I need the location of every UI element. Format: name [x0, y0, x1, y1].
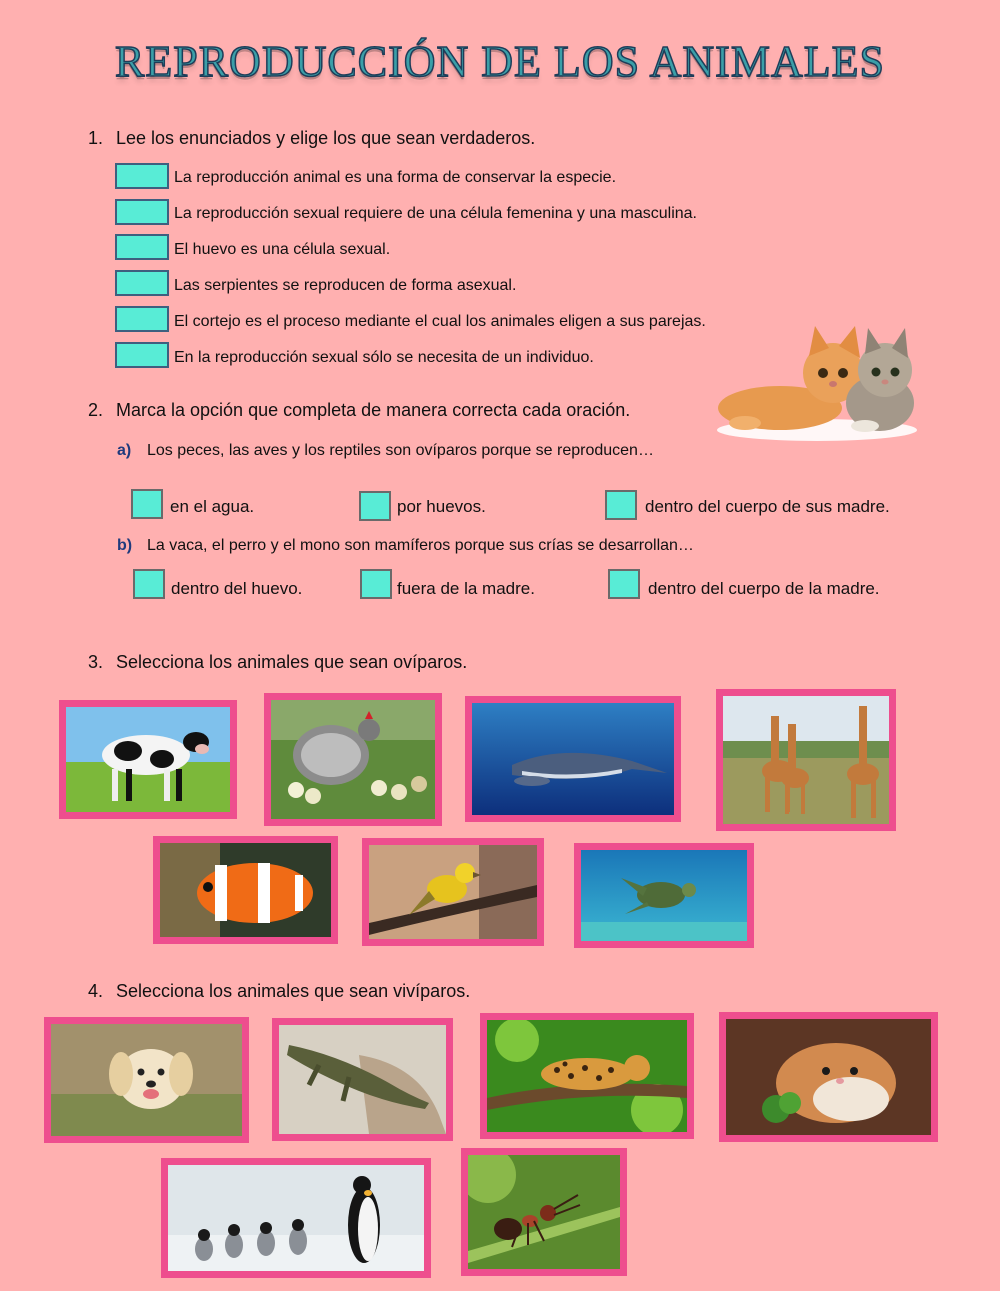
image-crocodile[interactable] — [272, 1018, 453, 1141]
question-2b-statement — [117, 537, 694, 555]
q2b-option-3-checkbox[interactable] — [608, 569, 640, 599]
question-2a-text: Los peces, las aves y los reptiles son ovíparos porque se reproducen… — [147, 442, 654, 459]
image-leopard[interactable] — [480, 1013, 694, 1139]
q2b-option-3-label: dentro del cuerpo de la madre. — [648, 579, 880, 598]
statement-6-checkbox[interactable] — [115, 342, 169, 368]
question-1-number: 1. — [88, 128, 104, 148]
image-puppy[interactable] — [44, 1017, 249, 1143]
statement-2-checkbox[interactable] — [115, 199, 169, 225]
statement-2-text: La reproducción sexual requiere de una célula femenina y una masculina. — [174, 205, 697, 222]
image-giraffes[interactable] — [716, 689, 896, 831]
statement-3-text: El huevo es una célula sexual. — [174, 241, 391, 258]
question-3-prompt: Selecciona los animales que sean ovíparos. — [116, 652, 468, 672]
image-hamster[interactable] — [719, 1012, 938, 1142]
image-ant[interactable] — [461, 1148, 627, 1276]
question-4-heading — [88, 981, 470, 1002]
question-2-prompt: Marca la opción que completa de manera correcta cada oración. — [116, 400, 631, 420]
question-2a-label: a) — [117, 442, 132, 459]
question-3-number: 3. — [88, 652, 104, 672]
image-hen-with-chicks[interactable] — [264, 693, 442, 826]
kittens-image — [705, 318, 925, 443]
question-1-prompt: Lee los enunciados y elige los que sean verdaderos. — [116, 128, 536, 148]
image-cow[interactable] — [59, 700, 237, 819]
question-4-prompt: Selecciona los animales que sean vivíparos. — [116, 981, 471, 1001]
page-title: REPRODUCCIÓN DE LOS ANIMALES — [115, 37, 885, 86]
statement-5-text: El cortejo es el proceso mediante el cual los animales eligen a sus parejas. — [174, 313, 706, 330]
image-sea-turtle[interactable] — [574, 843, 754, 948]
q2a-option-3-label: dentro del cuerpo de sus madre. — [645, 497, 890, 516]
q2b-option-2-label: fuera de la madre. — [397, 579, 535, 598]
question-4-number: 4. — [88, 981, 104, 1001]
q2b-option-1-label: dentro del huevo. — [171, 579, 303, 598]
q2b-option-2-checkbox[interactable] — [360, 569, 392, 599]
q2b-option-1-checkbox[interactable] — [133, 569, 165, 599]
image-yellow-bird[interactable] — [362, 838, 544, 946]
question-2-heading — [88, 400, 630, 421]
statement-6-text: En la reproducción sexual sólo se necesita de un individuo. — [174, 349, 594, 366]
question-2b-label: b) — [117, 537, 133, 554]
statement-1-checkbox[interactable] — [115, 163, 169, 189]
image-penguins[interactable] — [161, 1158, 431, 1278]
question-2b-text: La vaca, el perro y el mono son mamíferos porque sus crías se desarrollan… — [147, 537, 694, 554]
question-3-heading — [88, 652, 467, 673]
question-1-heading — [88, 128, 535, 149]
q2a-option-3-checkbox[interactable] — [605, 490, 637, 520]
statement-3-checkbox[interactable] — [115, 234, 169, 260]
question-2a-statement — [117, 442, 654, 460]
statement-5-checkbox[interactable] — [115, 306, 169, 332]
statement-4-text: Las serpientes se reproducen de forma asexual. — [174, 277, 517, 294]
statement-4-checkbox[interactable] — [115, 270, 169, 296]
question-2-number: 2. — [88, 400, 104, 420]
statement-1-text: La reproducción animal es una forma de conservar la especie. — [174, 169, 617, 186]
q2a-option-2-label: por huevos. — [397, 497, 486, 516]
image-whale[interactable] — [465, 696, 681, 822]
q2a-option-1-label: en el agua. — [170, 497, 255, 516]
q2a-option-2-checkbox[interactable] — [359, 491, 391, 521]
q2a-option-1-checkbox[interactable] — [131, 489, 163, 519]
image-clownfish[interactable] — [153, 836, 338, 944]
